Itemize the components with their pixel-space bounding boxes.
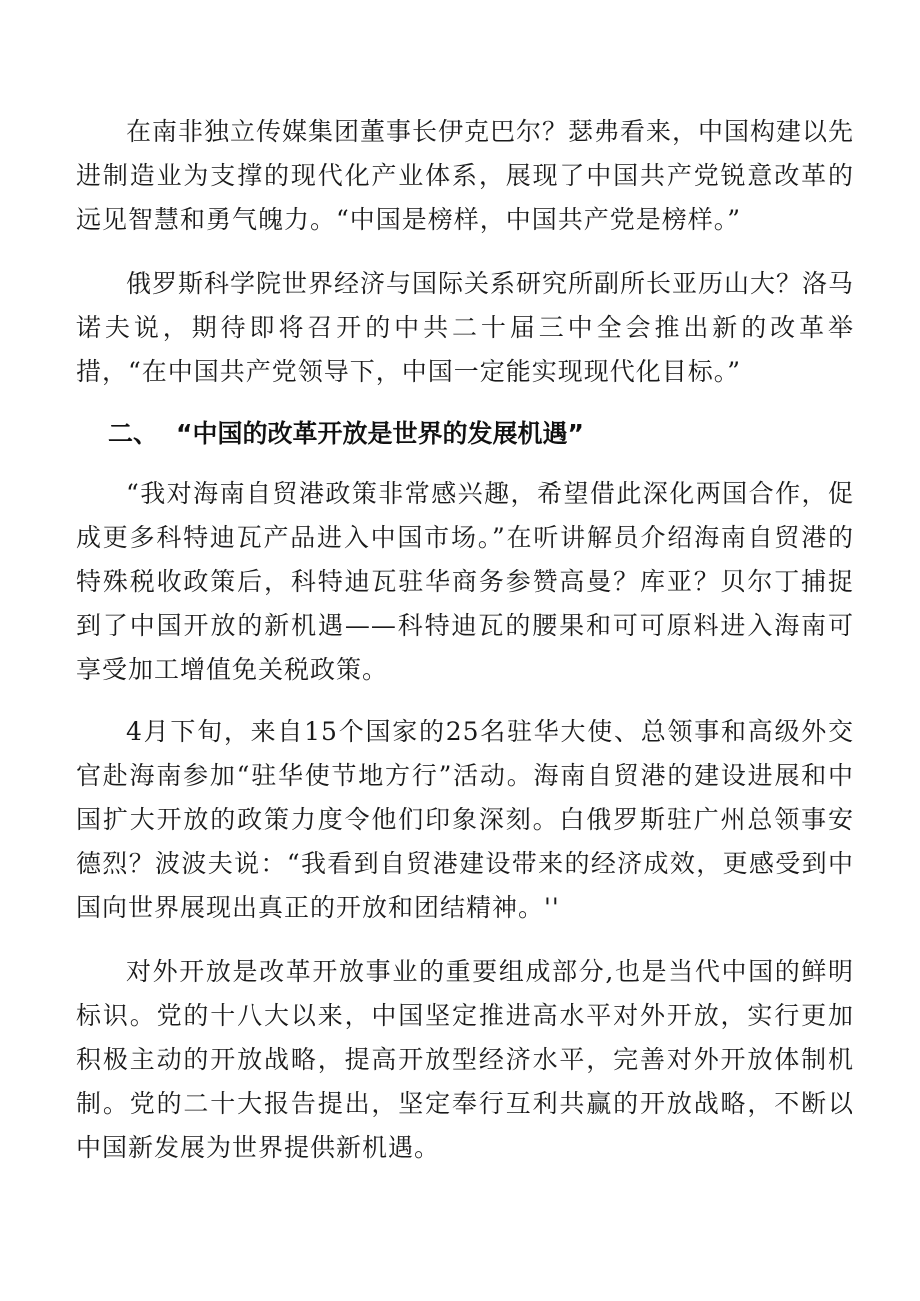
paragraph-4: 4月下旬，来自15个国家的25名驻华大使、总领事和高级外交官赴海南参加“驻华使节地方行”活动。海南自贸港的建设进展和中国扩大开放的政策力度令他们印象深刻。白俄罗斯驻广州总领事安德烈？波波夫说：“我看到自贸港建设带来的经济成效，更感受到中国向世界展现出真正的开放和团结精神。'' xyxy=(76,717,854,922)
paragraph-2: 俄罗斯科学院世界经济与国际关系研究所副所长亚历山大？洛马诺夫说，期待即将召开的中共二十届三中全会推出新的改革举措，“在中国共产党领导下，中国一定能实现现代化目标。” xyxy=(76,269,855,386)
section-heading xyxy=(108,414,868,454)
section-title: “中国的改革开放是世界的发展机遇” xyxy=(176,419,584,448)
paragraph-1: 在南非独立传媒集团董事长伊克巴尔？瑟弗看来，中国构建以先进制造业为支撑的现代化产业体系，展现了中国共产党锐意改革的远见智慧和勇气魄力。“中国是榜样，中国共产党是榜样。” xyxy=(76,117,855,234)
section-number: 二、 xyxy=(108,419,159,448)
paragraph-5: 对外开放是改革开放事业的重要组成部分,也是当代中国的鲜明标识。党的十八大以来，中国坚定推进高水平对外开放，实行更加积极主动的开放战略，提高开放型经济水平，完善对外开放体制机制。党的二十大报告提出，坚定奉行互利共赢的开放战略，不断以中国新发展为世界提供新机遇。 xyxy=(76,957,854,1162)
paragraph-3: “我对海南自贸港政策非常感兴趣，希望借此深化两国合作，促成更多科特迪瓦产品进入中国市场。”在听讲解员介绍海南自贸港的特殊税收政策后，科特迪瓦驻华商务参赞高曼？库亚？贝尔丁捕捉到了中国开放的新机遇——科特迪瓦的腰果和可可原料进入海南可享受加工增值免关税政策。 xyxy=(76,479,854,684)
